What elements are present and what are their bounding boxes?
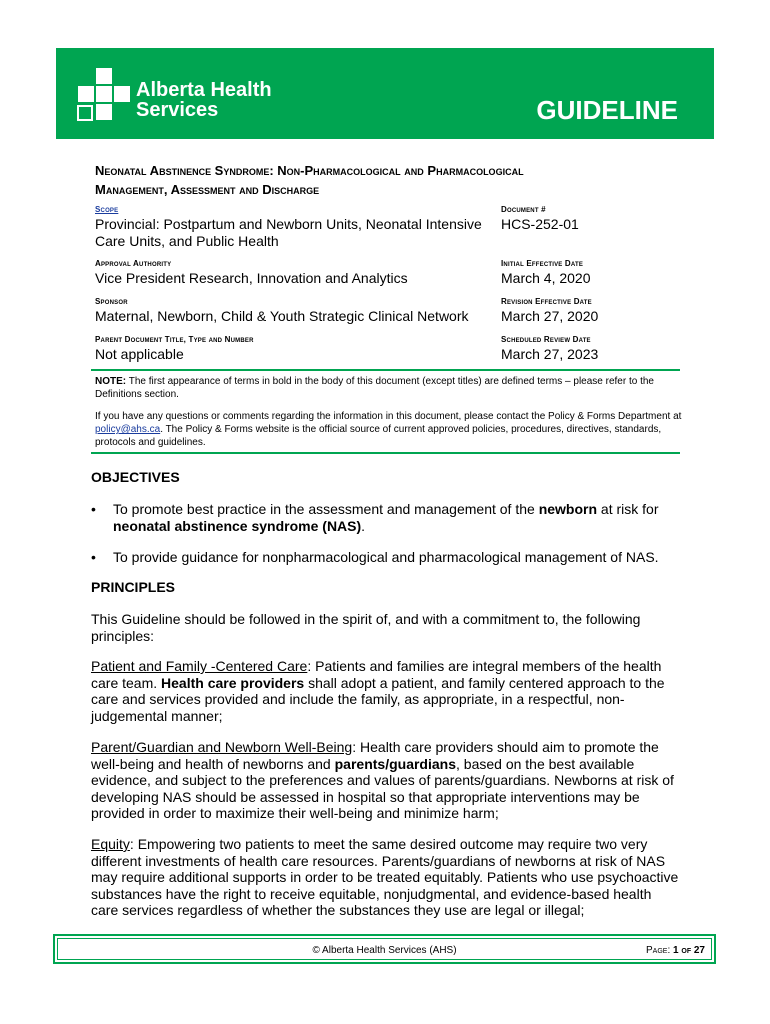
principles-heading: PRINCIPLES (91, 579, 176, 595)
definitions-note: NOTE: The first appearance of terms in bold in the body of this document (except titles) are defined terms – please refer to the Definitions section. (95, 376, 654, 400)
scheduled-review-date-label: Scheduled Review Date (501, 335, 591, 344)
footer-copyright: © Alberta Health Services (AHS) (312, 945, 457, 956)
approval-authority-label: Approval Authority (95, 259, 172, 268)
logo-text: Alberta Health Services (136, 79, 272, 121)
scope-value: Provincial: Postpartum and Newborn Units, Neonatal Intensive Care Units, and Public Health (95, 216, 482, 249)
initial-effective-date-value: March 4, 2020 (501, 270, 591, 286)
revision-effective-date-value: March 27, 2020 (501, 308, 599, 324)
contact-note: If you have any questions or comments regarding the information in this document, please contact the Policy & Forms Department at policy@ahs.ca. The Policy & Forms website is the official source of current approved policies, procedures, directives, standards, protocols and guidelines. (95, 411, 682, 448)
ahs-cross-logo-icon (74, 68, 134, 128)
principles-intro: This Guideline should be followed in the spirit of, and with a commitment to, the following principles: (91, 611, 641, 644)
bullet-icon: • (91, 501, 96, 517)
principle-wellbeing: Parent/Guardian and Newborn Well-Being: Health care providers should aim to promote the well-being and health of newborns and parents/guardians, based on the best available evidence, and subject to the preferences and values of parents/guardians. Newborns at risk of developing NAS should be assessed in hospital so that appropriate interventions may be provided in order to maximize their well-being and minimize harm; (91, 739, 674, 821)
document-type-title: GUIDELINE (536, 95, 678, 125)
bullet-icon: • (91, 549, 96, 565)
parent-document-label: Parent Document Title, Type and Number (95, 335, 254, 344)
scheduled-review-date-value: March 27, 2023 (501, 346, 599, 362)
parent-document-value: Not applicable (95, 346, 184, 362)
document-number-label: Document # (501, 205, 546, 214)
policy-email-link[interactable]: policy@ahs.ca (95, 424, 161, 435)
page-footer (53, 934, 716, 964)
principle-equity: Equity: Empowering two patients to meet the same desired outcome may require two very different investments of health care resources. Parents/guardians of newborns at risk of NAS may require additional supports in order to be treated equitably. Patients who use psychoactive substances have the right to receive equitable, nonjudgmental, and evidence-based health care services regardless of whether the substances they use are legal or illegal; (91, 836, 679, 918)
revision-effective-date-label: Revision Effective Date (501, 297, 592, 306)
divider-bottom (91, 452, 680, 454)
document-number-value: HCS-252-01 (501, 216, 579, 232)
document-title: Neonatal Abstinence Syndrome: Non-Pharmacological and Pharmacological Management, Assessment and Discharge (95, 163, 524, 197)
scope-label[interactable]: Scope (95, 205, 119, 214)
objectives-heading: OBJECTIVES (91, 469, 180, 485)
sponsor-value: Maternal, Newborn, Child & Youth Strategic Clinical Network (95, 308, 469, 324)
approval-authority-value: Vice President Research, Innovation and Analytics (95, 270, 408, 286)
principle-patient-family: Patient and Family -Centered Care: Patients and families are integral members of the health care team. Health care providers shall adopt a patient, and family centered approach to the care and services provided and include the family, as appropriate, in a respectful, non-judgemental manner; (91, 658, 665, 724)
sponsor-label: Sponsor (95, 297, 128, 306)
header-banner (56, 48, 714, 139)
divider-top (91, 369, 680, 371)
initial-effective-date-label: Initial Effective Date (501, 259, 584, 268)
page-number: Page: 1 of 27 (646, 945, 705, 956)
